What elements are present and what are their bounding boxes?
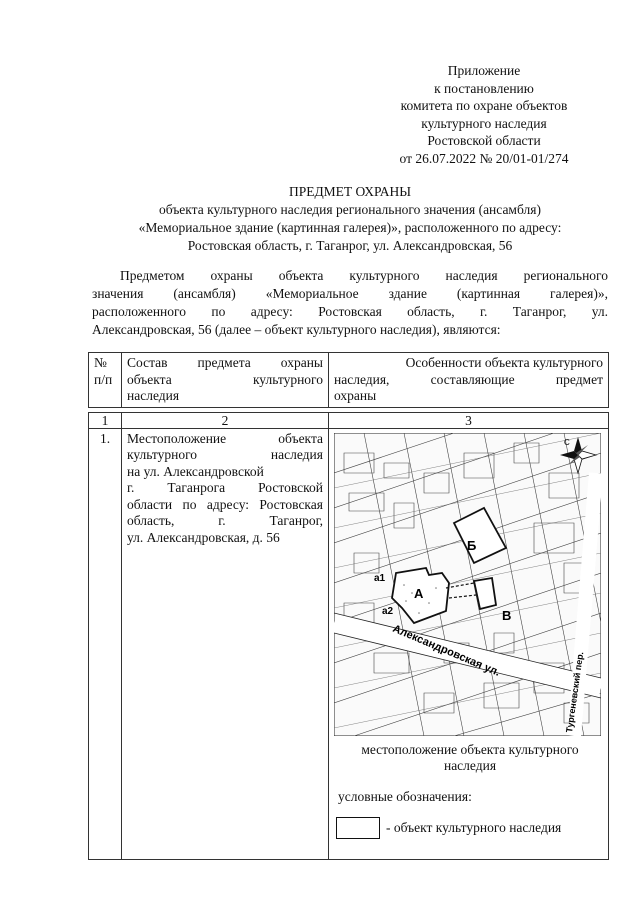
document-title <box>92 183 608 255</box>
description-line: область, г. Таганрог, <box>127 513 323 528</box>
title-heading: ПРЕДМЕТ ОХРАНЫ <box>288 184 412 199</box>
label-a: А <box>414 585 424 601</box>
intro-line: Предметом охраны объекта культурного наследия регионального <box>120 268 608 283</box>
label-v: В <box>502 607 512 623</box>
legend-item <box>336 817 606 839</box>
column-number: 3 <box>329 412 609 428</box>
legend-title: условные обозначения: <box>338 788 472 804</box>
row-number: 1. <box>89 428 122 860</box>
header-text: объекта культурного <box>127 371 323 387</box>
title-line: объекта культурного наследия регионального значения (ансамбля) <box>159 202 541 217</box>
appendix-line: к постановлению <box>434 80 534 96</box>
map-caption <box>334 742 606 775</box>
label-b: Б <box>467 537 477 553</box>
street-label-aleksandrovskaya: Александровская ул. <box>390 622 502 679</box>
header-text: Особенности объекта культурного <box>405 355 603 370</box>
label-a1: а1 <box>374 572 386 584</box>
appendix-line: Ростовской области <box>427 133 541 148</box>
description-line: культурного наследия <box>127 447 323 462</box>
description-line: на ул. Александровской <box>127 463 264 479</box>
title-line: Ростовская область, г. Таганрог, ул. Александровская, 56 <box>187 238 513 253</box>
table-number-row <box>89 412 609 428</box>
caption-line: местоположение объекта культурного <box>361 741 579 757</box>
legend-outline-swatch <box>336 817 380 839</box>
table-row <box>89 428 609 860</box>
map-cell <box>329 428 609 860</box>
location-map <box>334 433 601 736</box>
header-text: № <box>94 355 107 370</box>
column-number: 2 <box>122 412 329 428</box>
description-line: ул. Александровская, д. 56 <box>127 529 280 545</box>
appendix-line: комитета по охране объектов <box>400 98 568 113</box>
header-text: п/п <box>94 371 113 387</box>
header-text: Состав предмета охраны <box>127 355 323 370</box>
intro-line: Александровская, 56 (далее – объект культурного наследия), являются: <box>92 322 501 337</box>
description-line: г. Таганрога Ростовской <box>127 480 323 495</box>
appendix-header <box>360 62 608 167</box>
column-number: 1 <box>89 412 122 428</box>
legend-label: - объект культурного наследия <box>386 819 562 835</box>
header-col-composition <box>122 353 329 408</box>
header-col-features <box>329 353 609 408</box>
intro-line: значения (ансамбля) «Мемориальное здание (картинная галерея)», <box>92 286 608 301</box>
table-header-row <box>89 353 609 408</box>
caption-line: наследия <box>443 758 497 773</box>
location-description <box>122 428 329 860</box>
appendix-line: Приложение <box>447 63 521 78</box>
title-line: «Мемориальное здание (картинная галерея)», расположенного по адресу: <box>138 220 562 235</box>
intro-paragraph <box>92 267 608 339</box>
appendix-line: от 26.07.2022 № 20/01-01/274 <box>399 150 569 166</box>
header-text: охраны <box>334 388 377 403</box>
header-text: наследия, составляющие предмет <box>334 371 603 387</box>
protection-table <box>88 352 609 860</box>
description-line: Местоположение объекта <box>127 430 323 446</box>
intro-line: расположенного по адресу: Ростовская область, г. Таганрог, ул. <box>92 304 608 319</box>
appendix-line: культурного наследия <box>421 115 547 131</box>
label-a2: а2 <box>382 605 394 617</box>
header-col-number <box>89 353 122 408</box>
header-text: наследия <box>127 388 180 403</box>
compass-north-label: С <box>564 437 570 447</box>
street-label-turgenevsky: Тургеневский пер. <box>564 650 586 733</box>
description-line: области по адресу: Ростовская <box>127 496 323 512</box>
